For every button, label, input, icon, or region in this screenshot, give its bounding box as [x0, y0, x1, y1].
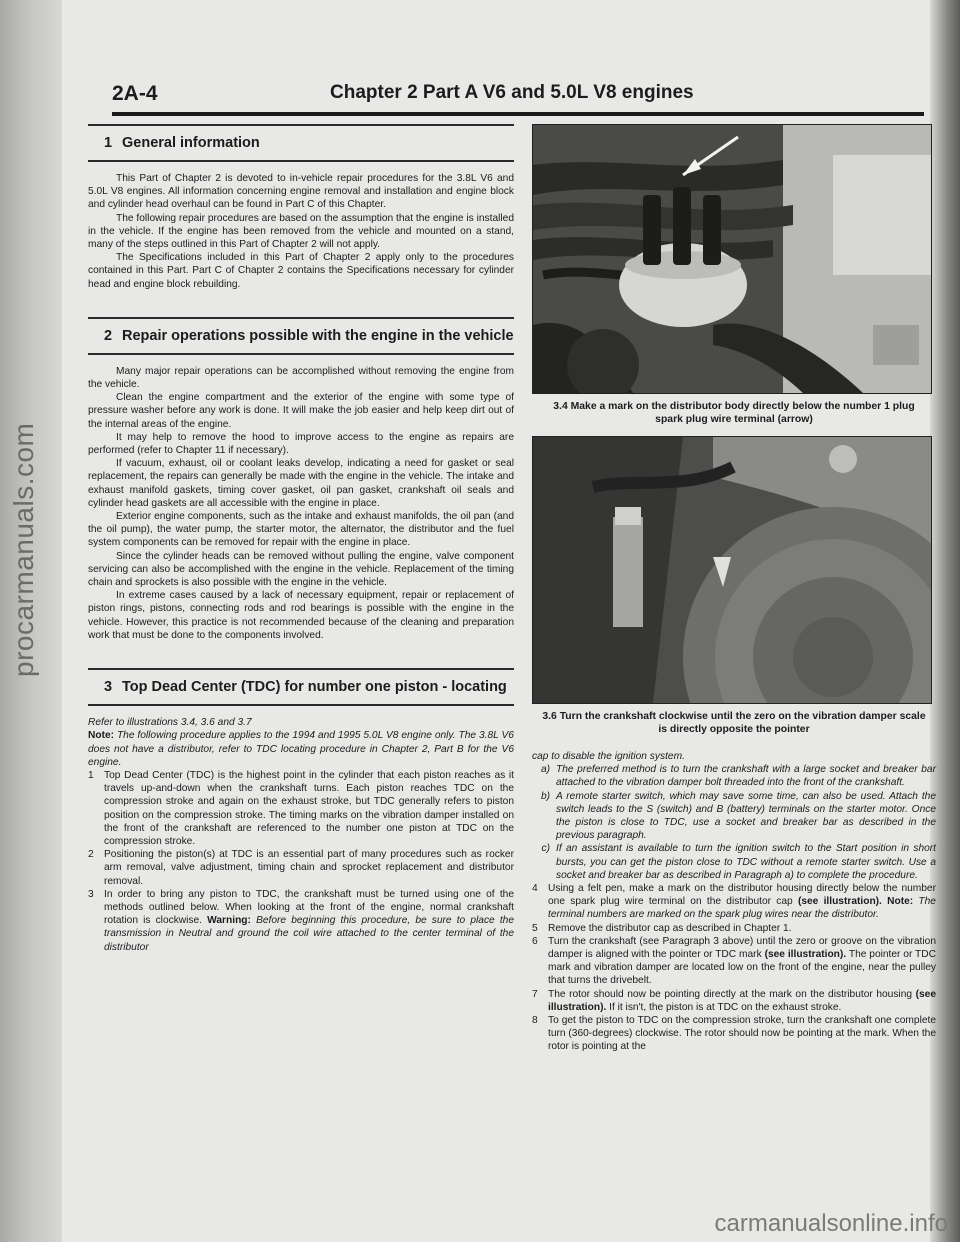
section-number: 1	[104, 135, 113, 151]
figure-3-6-photo	[532, 436, 932, 704]
note-text: The following procedure applies to the 1994 and 1995 5.0L V8 engine only. The 3.8L V6 does not have a distributor, refer to TDC locating procedure in Chapter 2, Part B for the V6 engine.	[88, 730, 514, 768]
section-1-body	[88, 172, 514, 291]
see-illustration-ref: (see illustration).	[797, 896, 882, 908]
step-3-body: In order to bring any piston to TDC, the crankshaft must be turned using one of the methods outlined below. When looking at the front of the engine, normal crankshaft rotation is clockwise.	[104, 888, 514, 927]
section-2-heading	[88, 317, 514, 355]
step-7-text-a: The rotor should now be pointing directly at the mark on the distributor housing	[548, 988, 913, 1000]
step-text: Top Dead Center (TDC) is the highest point in the cylinder that each piston reaches as it travels up-and-down when the crankshaft turns. Each piston reaches TDC on the compression stroke and again on the exhaust stroke, but TDC generally refers to piston position on the compression stroke. The timing marks on the vibration damper installed on the front of the crankshaft are referenced to the number one piston at TDC on the compression stroke.	[104, 769, 514, 847]
step-6-text-a: Turn the crankshaft (see Paragraph 3 above) until the zero or groove on the vibration damper is aligned with the pointer or TDC mark	[548, 935, 936, 961]
step-4: 4 Using a felt pen, make a mark on the distributor housing directly below the number one spark plug wire terminal on the distributor cap (see illustration). Note: The terminal numbers are marked on the spark plug wires near the distributor.	[532, 883, 936, 921]
step-5-text: Remove the distributor cap as described in Chapter 1.	[548, 922, 792, 934]
step-7-text-b: If it isn't, the piston is at TDC on the exhaust stroke.	[609, 1001, 842, 1013]
step-7: 7 The rotor should now be pointing directly at the mark on the distributor housing (see illustration). If it isn't, the piston is at TDC on the exhaust stroke.	[532, 988, 936, 1013]
option-text: If an assistant is available to turn the ignition switch to the Start position in short bursts, you can get the piston close to TDC without a remote starter switch. Use a socket and breaker bar as described in Paragraph a) to complete the procedure.	[556, 843, 936, 881]
section-title: Repair operations possible with the engine in the vehicle	[122, 327, 514, 344]
step-number: 2	[88, 849, 94, 861]
step-5: 5 Remove the distributor cap as described in Chapter 1.	[532, 922, 936, 935]
section-2-body	[88, 365, 514, 642]
step-text: Positioning the piston(s) at TDC is an essential part of many procedures such as rocker arm removal, valve adjustment, timing chain and sprocket replacement and distributor removal.	[104, 849, 514, 887]
warning-label: Warning:	[207, 915, 251, 927]
option-b	[532, 790, 936, 843]
step-number: 1	[88, 769, 94, 781]
section-1-heading	[88, 124, 514, 162]
bottom-watermark: carmanualsonline.info	[714, 1210, 948, 1237]
section-3-heading	[88, 668, 514, 706]
option-label: c)	[541, 843, 550, 855]
paragraph: This Part of Chapter 2 is devoted to in-vehicle repair procedures for the 3.8L V6 and 5.0L V8 engines. All information concerning engine removal and installation and engine block and cylinder head overhaul can be found in Part C of this Chapter.	[88, 173, 514, 211]
option-a	[532, 763, 936, 789]
chapter-title: Chapter 2 Part A V6 and 5.0L V8 engines	[330, 82, 694, 103]
paragraph: The following repair procedures are based on the assumption that the engine is installed in the vehicle. If the engine has been removed from the vehicle and mounted on a stand, many of the steps outlined in this Part of Chapter 2 will not apply.	[88, 212, 514, 251]
distributor-photo-image	[533, 125, 931, 393]
step-8-text: To get the piston to TDC on the compression stroke, turn the crankshaft one complete turn (360-degrees) clockwise. The rotor should now be pointing at the mark. When the rotor is pointing at the	[548, 1015, 936, 1053]
figure-3-4-caption: 3.4 Make a mark on the distributor body directly below the number 1 plug spark plug wire terminal (arrow)	[553, 401, 915, 425]
section-title: Top Dead Center (TDC) for number one piston - locating	[122, 679, 507, 696]
left-column	[88, 124, 514, 954]
step-number: 3	[88, 888, 94, 900]
paragraph: It may help to remove the hood to improve access to the engine as repairs are performed (refer to Chapter 11 if necessary).	[88, 431, 514, 457]
illustration-reference: Refer to illustrations 3.4, 3.6 and 3.7	[88, 717, 252, 729]
warning-text: Before beginning this procedure, be sure to place the transmission in Neutral and ground the coil wire attached to the center terminal of the distributor	[104, 915, 514, 953]
page-number: 2A-4	[112, 82, 158, 105]
step-text	[104, 888, 514, 954]
figure-3-4-photo	[532, 124, 932, 394]
option-label: a)	[540, 764, 550, 776]
section-number: 3	[104, 679, 113, 696]
section-title: General information	[122, 135, 260, 151]
step-4-text: Using a felt pen, make a mark on the distributor housing directly below the number one spark plug wire terminal on the distributor cap	[548, 883, 936, 908]
page-header	[112, 82, 924, 116]
step-8: 8 To get the piston to TDC on the compression stroke, turn the crankshaft one complete turn (360-degrees) clockwise. The rotor should now be pointing at the mark. When the rotor is pointing at the	[532, 1015, 936, 1053]
step-4-note-label: Note:	[887, 896, 914, 908]
section-note	[88, 729, 514, 769]
step	[88, 769, 514, 848]
option-c	[532, 842, 936, 882]
right-column	[532, 124, 936, 1054]
paragraph: Since the cylinder heads can be removed without pulling the engine, valve component servicing can also be accomplished with the engine in the vehicle. Replacement of the timing chain and sprockets is also possible with the engine in the vehicle.	[88, 550, 514, 589]
step-6-text-b: The pointer or TDC mark and vibration damper are located low on the front of the engine, near the pulley that turns the drivebelt.	[548, 949, 936, 987]
paragraph: In extreme cases caused by a lack of necessary equipment, repair or replacement of piston rings, pistons, connecting rods and rod bearings is possible with the engine in the vehicle. However, this practice is not recommended because of the cleaning and preparation work that must be done to the components involved.	[88, 590, 514, 641]
step	[88, 848, 514, 888]
see-illustration-ref: (see illustration).	[548, 988, 936, 1013]
see-illustration-ref: (see illustration).	[764, 949, 847, 961]
paragraph: Clean the engine compartment and the exterior of the engine with some type of pressure washer before any work is done. It will make the job easier and help keep dirt out of the internal areas of the engine.	[88, 392, 514, 430]
figure-3-6-caption: 3.6 Turn the crankshaft clockwise until the zero on the vibration damper scale is directly opposite the pointer	[542, 711, 926, 735]
right-column-text	[532, 750, 936, 1054]
option-label: b)	[540, 790, 550, 802]
section-3-body	[88, 716, 514, 954]
side-watermark: procarmanuals.com	[8, 422, 39, 678]
option-text: A remote starter switch, which may save some time, can also be used. Attach the switch leads to the S (switch) and B (battery) terminals on the starter motor. Once the piston is close to TDC, use a socket and breaker bar as described in the previous paragraph.	[556, 790, 936, 842]
paragraph: The Specifications included in this Part of Chapter 2 apply only to the procedures contained in this Part. Part C of Chapter 2 contains the Specifications necessary for cylinder head and engine block rebuilding.	[88, 252, 514, 290]
step-6: 6 Turn the crankshaft (see Paragraph 3 above) until the zero or groove on the vibration damper is aligned with the pointer or TDC mark (see illustration). The pointer or TDC mark and vibration damper are located low on the front of the engine, near the pulley that turns the drivebelt.	[532, 935, 936, 987]
paragraph: Exterior engine components, such as the intake and exhaust manifolds, the oil pan (and the oil pump), the water pump, the starter motor, the alternator, the distributor and the fuel system components can be removed for repair with the engine in place.	[88, 511, 514, 549]
section-number: 2	[104, 327, 113, 344]
continuation-text: cap to disable the ignition system.	[532, 751, 685, 762]
step-4-note-text: The terminal numbers are marked on the spark plug wires near the distributor.	[548, 896, 936, 921]
option-text: The preferred method is to turn the crankshaft with a large socket and breaker bar attached to the vibration damper bolt threaded into the front of the crankshaft.	[556, 764, 936, 789]
paragraph: Many major repair operations can be accomplished without removing the engine from the vehicle.	[88, 365, 514, 391]
note-label: Note:	[88, 730, 115, 742]
crankshaft-photo-image	[533, 437, 931, 703]
step	[88, 888, 514, 954]
paragraph: If vacuum, exhaust, oil or coolant leaks develop, indicating a need for gasket or seal replacement, the repairs can generally be made with the engine in the vehicle. The intake and exhaust manifold gaskets, timing cover gasket, oil pan gasket, crankshaft oil seals and cylinder head gaskets are all accessible with the engine in place.	[88, 458, 514, 509]
